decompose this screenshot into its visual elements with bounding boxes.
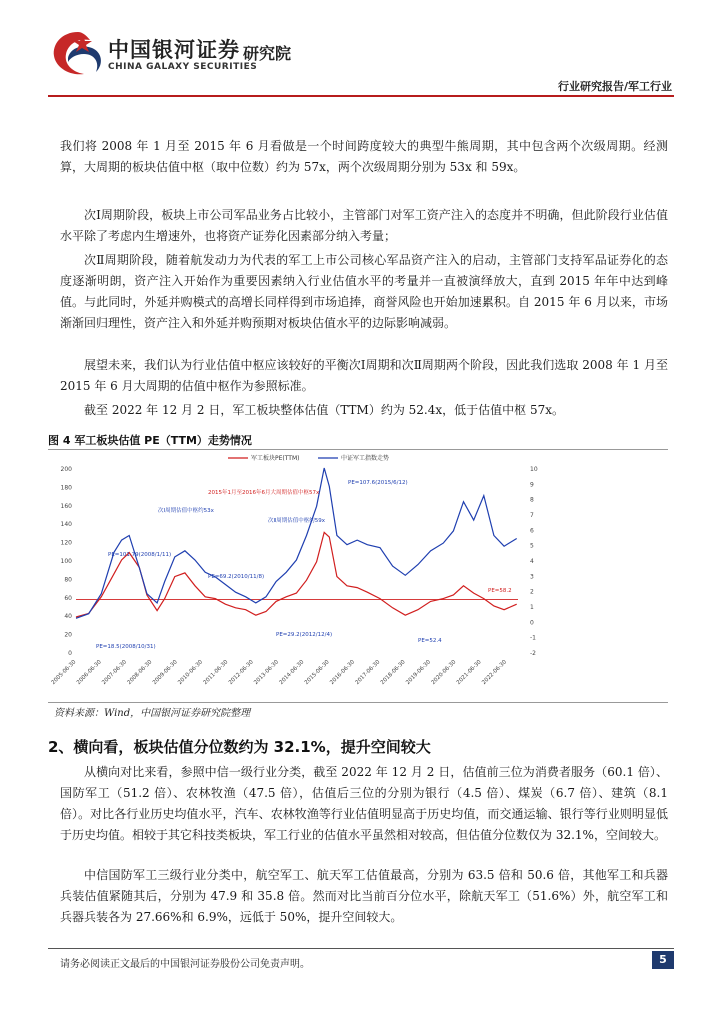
series-line-pe bbox=[76, 532, 517, 617]
x-tick-label: 2010-06-30 bbox=[177, 659, 205, 687]
pe-chart-svg bbox=[48, 450, 668, 702]
legend-label-pe: 军工板块PE(TTM) bbox=[251, 455, 300, 462]
y-left-tick-label: 120 bbox=[60, 539, 72, 547]
y-left-tick-label: 20 bbox=[64, 631, 72, 639]
figure-caption: 图 4 军工板块估值 PE（TTM）走势情况 bbox=[48, 434, 252, 447]
x-tick-label: 2011-06-30 bbox=[202, 659, 230, 687]
y-right-tick-label: 6 bbox=[530, 527, 534, 535]
pe-chart bbox=[48, 449, 668, 703]
paragraph-outlook: 展望未来，我们认为行业估值中枢应该较好的平衡次Ⅰ周期和次Ⅱ周期两个阶段，因此我们选取 2008 年 1 月至 2015 年 6 月大周期的估值中枢作为参照标准。 bbox=[60, 358, 668, 393]
chart-annotation: PE=107.6(2015/6/12) bbox=[348, 480, 408, 486]
chart-annotation: 2015年1月至2016年6月大周期估值中枢57x bbox=[208, 490, 320, 496]
y-right-tick-label: 0 bbox=[530, 619, 534, 627]
y-right-tick-label: 2 bbox=[530, 588, 534, 596]
y-left-tick-label: 200 bbox=[60, 466, 72, 473]
y-right-tick-label: 4 bbox=[530, 558, 534, 565]
y-right-tick-label: 1 bbox=[530, 604, 534, 611]
header-divider bbox=[48, 95, 674, 97]
y-right-tick-label: 10 bbox=[530, 466, 538, 473]
x-tick-label: 2012-06-30 bbox=[227, 659, 255, 687]
x-tick-label: 2015-06-30 bbox=[303, 659, 331, 687]
x-tick-label: 2009-06-30 bbox=[151, 659, 179, 687]
y-left-tick-label: 0 bbox=[68, 650, 72, 657]
y-left-tick-label: 40 bbox=[64, 613, 72, 621]
y-right-tick-label: -2 bbox=[530, 650, 536, 657]
x-tick-label: 2019-06-30 bbox=[405, 659, 433, 687]
y-right-tick-label: 3 bbox=[530, 573, 534, 581]
y-left-tick-label: 160 bbox=[60, 502, 72, 510]
chart-annotation: PE=101.79(2008/1/11) bbox=[108, 552, 172, 558]
x-tick-label: 2017-06-30 bbox=[354, 659, 382, 687]
y-left-tick-label: 100 bbox=[60, 558, 72, 565]
y-right-tick-label: 5 bbox=[530, 542, 534, 550]
x-tick-label: 2006-06-30 bbox=[75, 659, 103, 687]
y-left-tick-label: 60 bbox=[64, 594, 72, 602]
legend-label-index: 中证军工指数走势 bbox=[341, 455, 390, 462]
chart-annotation: PE=18.5(2008/10/31) bbox=[96, 644, 156, 650]
x-tick-label: 2005-06-30 bbox=[50, 659, 78, 687]
x-tick-label: 2007-06-30 bbox=[101, 659, 129, 687]
x-tick-label: 2018-06-30 bbox=[379, 659, 407, 687]
x-tick-label: 2022-06-30 bbox=[481, 659, 509, 687]
x-tick-label: 2020-06-30 bbox=[430, 659, 458, 687]
chart-annotation: PE=29.2(2012/12/4) bbox=[276, 632, 333, 638]
y-right-tick-label: 8 bbox=[530, 496, 534, 504]
galaxy-logo-icon bbox=[48, 28, 108, 80]
paragraph-sub-cycle-1: 次Ⅰ周期阶段，板块上市公司军品业务占比较小，主管部门对军工资产注入的态度并不明确，但此阶段行业估值水平除了考虑内生增速外，也将资产证券化因素部分纳入考量； bbox=[60, 208, 668, 243]
chart-annotation: 次Ⅱ周期估值中枢约59x bbox=[268, 518, 325, 524]
x-tick-label: 2013-06-30 bbox=[253, 659, 281, 687]
paragraph-sub-industry: 中信国防军工三级行业分类中，航空军工、航天军工估值最高，分别为 63.5 倍和 50.6 倍，其他军工和兵器兵装估值紧随其后，分别为 47.9 和 35.8 倍。然而对比当前百分位水平，除航天军工（51.6%）外，航空军工和兵器兵装各为 27.66%和 6.9%，远低于 50%，提升空间较大。 bbox=[60, 868, 668, 924]
page-number: 5 bbox=[652, 951, 674, 969]
paragraph-cross-industry: 从横向对比来看，参照中信一级行业分类，截至 2022 年 12 月 2 日，估值前三位为消费者服务（60.1 倍）、国防军工（51.2 倍）、农林牧渔（47.5 倍），估值后三位的分别为银行（4.5 倍）、煤炭（6.7 倍）、建筑（8.1 倍）。对比各行业历史均值水平，汽车、农林牧渔等行业估值明显高于历史均值，而交通运输、银行等行业则明显低于历史均值。相较于其它科技类板块，军工行业的估值水平虽然相对较高，但估值分位数仅为 32.1%，空间较大。 bbox=[60, 765, 668, 842]
brand-name-en: CHINA GALAXY SECURITIES bbox=[108, 62, 258, 72]
paragraph-cycle-overview: 我们将 2008 年 1 月至 2015 年 6 月看做是一个时间跨度较大的典型牛熊周期，其中包含两个次级周期。经测算，大周期的板块估值中枢（取中位数）约为 57x，两个次级周期分别为 53x 和 59x。 bbox=[60, 139, 668, 174]
x-tick-label: 2014-06-30 bbox=[278, 659, 306, 687]
y-left-tick-label: 180 bbox=[60, 484, 72, 492]
brand-name-cn: 中国银河证券 bbox=[108, 38, 240, 62]
y-right-tick-label: -1 bbox=[530, 634, 536, 642]
paragraph-sub-cycle-2: 次Ⅱ周期阶段，随着航发动力为代表的军工上市公司核心军品资产注入的启动，主管部门支持军品证券化的态度逐渐明朗，资产注入开始作为重要因素纳入行业估值水平的考量并一直被演绎放大，直到 2015 年年中达到峰值。与此同时，外延并购模式的高增长同样得到市场追捧，商誉风险也开始加速累积。自 2015 年 6 月以来，市场渐渐回归理性，资产注入和外延并购预期对板块估值水平的边际影响减弱。 bbox=[60, 253, 668, 330]
chart-annotation: 次Ⅰ周期估值中枢约53x bbox=[158, 508, 214, 514]
chart-annotation: PE=58.2 bbox=[488, 588, 512, 594]
report-type-label: 行业研究报告/军工行业 bbox=[557, 80, 672, 93]
y-left-tick-label: 140 bbox=[60, 521, 72, 529]
chart-annotation: PE=52.4 bbox=[418, 638, 442, 644]
x-tick-label: 2008-06-30 bbox=[126, 659, 154, 687]
paragraph-current-valuation: 截至 2022 年 12 月 2 日，军工板块整体估值（TTM）约为 52.4x，低于估值中枢 57x。 bbox=[84, 403, 565, 417]
chart-annotation: PE=69.2(2010/11/8) bbox=[208, 574, 265, 580]
y-right-tick-label: 7 bbox=[530, 512, 534, 519]
figure-source: 资料来源：Wind，中国银河证券研究院整理 bbox=[54, 708, 251, 719]
x-tick-label: 2016-06-30 bbox=[329, 659, 357, 687]
y-left-tick-label: 80 bbox=[64, 576, 72, 584]
y-right-tick-label: 9 bbox=[530, 481, 534, 489]
footer-divider bbox=[48, 948, 674, 949]
x-tick-label: 2021-06-30 bbox=[455, 659, 483, 687]
section-heading: 2、横向看，板块估值分位数约为 32.1%，提升空间较大 bbox=[48, 738, 431, 756]
footer-disclaimer: 请务必阅读正文最后的中国银河证券股份公司免责声明。 bbox=[60, 959, 310, 970]
institute-label: 研究院 bbox=[243, 44, 292, 63]
